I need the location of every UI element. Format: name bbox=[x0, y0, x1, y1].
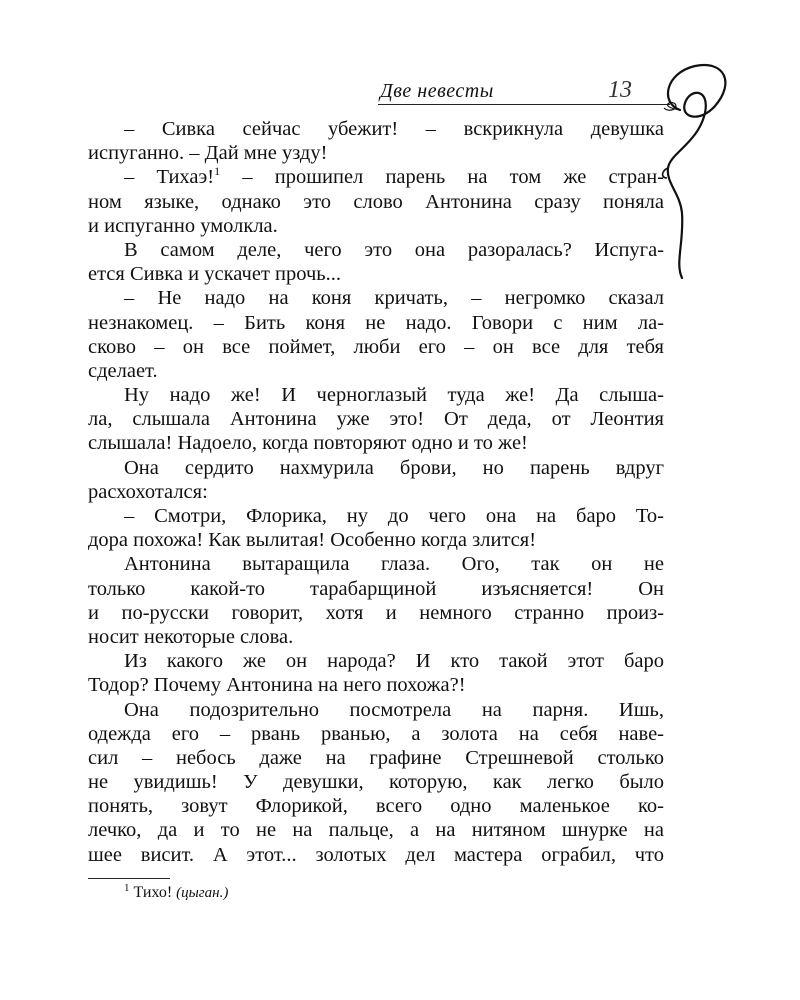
text-line-content: – Тихаэ! bbox=[124, 166, 215, 189]
text-line-content: не увидишь! У девушки, которую, как легко было bbox=[88, 771, 664, 794]
text-line bbox=[88, 601, 664, 625]
text-line-continuation: – прошипел парень на том же стран- bbox=[220, 166, 664, 189]
footnote-marker: 1 bbox=[124, 882, 130, 894]
text-line-content: ется Сивка и ускачет прочь... bbox=[88, 263, 341, 286]
text-line bbox=[88, 528, 664, 552]
text-line bbox=[88, 383, 664, 407]
text-line bbox=[88, 359, 664, 383]
text-line bbox=[88, 311, 664, 335]
text-line-content: лечко, да и то не на пальце, а на нитяном шнурке на bbox=[88, 819, 664, 842]
text-line bbox=[88, 818, 664, 842]
text-line bbox=[88, 141, 664, 165]
text-line-content: и испуганно умолкла. bbox=[88, 214, 278, 237]
text-line-content: одежда его – рвань рванью, а золота на себя наве- bbox=[88, 722, 664, 745]
text-line bbox=[88, 190, 664, 214]
text-line-content: дора похожа! Как вылитая! Особенно когда злится! bbox=[88, 529, 537, 552]
text-line-content: слышала! Надоело, когда повторяют одно и то же! bbox=[88, 432, 528, 455]
text-line-content: и по-русски говорит, хотя и немного странно произ- bbox=[88, 601, 664, 624]
text-line bbox=[88, 480, 664, 504]
text-line-content: Она сердито нахмурила брови, но парень вдруг bbox=[124, 456, 664, 479]
text-line-content: Из какого же он народа? И кто такой этот баро bbox=[124, 650, 664, 673]
page-number: 13 bbox=[608, 77, 632, 103]
text-line bbox=[88, 625, 664, 649]
footnote-note: (цыган.) bbox=[176, 885, 229, 901]
text-line bbox=[88, 407, 664, 431]
text-line-content: ном языке, однако это слово Антонина сразу поняла bbox=[88, 190, 664, 213]
text-line bbox=[88, 456, 664, 480]
footnote bbox=[124, 884, 228, 902]
footnote-rule bbox=[88, 878, 170, 879]
text-line-content: – Не надо на коня кричать, – негромко сказал bbox=[124, 287, 664, 310]
text-line bbox=[88, 649, 664, 673]
text-line bbox=[88, 262, 664, 286]
text-line-content: ла, слышала Антонина уже это! От деда, от Леонтия bbox=[88, 408, 664, 431]
text-line bbox=[88, 843, 664, 867]
text-line-content: сделает. bbox=[88, 359, 158, 382]
text-line bbox=[88, 746, 664, 770]
text-line-content: испуганно. – Дай мне узду! bbox=[88, 142, 328, 165]
text-line bbox=[88, 431, 664, 455]
text-line bbox=[88, 286, 664, 310]
text-line-content: Она подозрительно посмотрела на парня. Ишь, bbox=[124, 698, 664, 721]
text-line-content: В самом деле, чего это она разоралась? Испуга- bbox=[124, 238, 664, 261]
text-line-content: – Сивка сейчас убежит! – вскрикнула девушка bbox=[124, 118, 664, 140]
body-text bbox=[88, 117, 664, 867]
text-line bbox=[88, 165, 664, 189]
text-line bbox=[88, 238, 664, 262]
text-line bbox=[88, 673, 664, 697]
text-line bbox=[88, 577, 664, 601]
footnote-text: Тихо! bbox=[133, 884, 173, 901]
text-line bbox=[88, 794, 664, 818]
text-line-content: шее висит. А этот... золотых дел мастера ограбил, что bbox=[88, 843, 664, 866]
text-line bbox=[88, 504, 664, 528]
text-line bbox=[88, 552, 664, 576]
running-header bbox=[378, 77, 670, 106]
text-line-content: сково – он все поймет, люби его – он все для тебя bbox=[88, 335, 664, 358]
text-line bbox=[88, 335, 664, 359]
text-line-content: сил – небось даже на графине Стрешневой столько bbox=[88, 746, 664, 769]
text-line-content: – Смотри, Флорика, ну до чего она на баро То- bbox=[124, 505, 664, 527]
text-line-content: расхохотался: bbox=[88, 480, 208, 503]
text-line bbox=[88, 722, 664, 746]
text-line bbox=[88, 770, 664, 794]
running-header-title: Две невесты bbox=[380, 80, 494, 102]
text-line bbox=[88, 698, 664, 722]
text-line-content: понять, зовут Флорикой, всего одно маленькое ко- bbox=[88, 795, 664, 818]
text-line bbox=[88, 117, 664, 141]
text-line bbox=[88, 214, 664, 238]
text-line-content: незнакомец. – Бить коня не надо. Говори с ним ла- bbox=[88, 311, 664, 334]
text-line-content: только какой-то тарабарщиной изъясняется! Он bbox=[88, 577, 664, 600]
header-rule bbox=[378, 104, 670, 105]
text-line-content: Антонина вытаращила глаза. Ого, так он не bbox=[124, 553, 664, 576]
text-line-content: Ну надо же! И черноглазый туда же! Да слыша- bbox=[124, 384, 664, 407]
text-line-content: Тодор? Почему Антонина на него похожа?! bbox=[88, 674, 466, 697]
text-line-content: носит некоторые слова. bbox=[88, 625, 294, 648]
footnote-ref: 1 bbox=[214, 164, 221, 179]
